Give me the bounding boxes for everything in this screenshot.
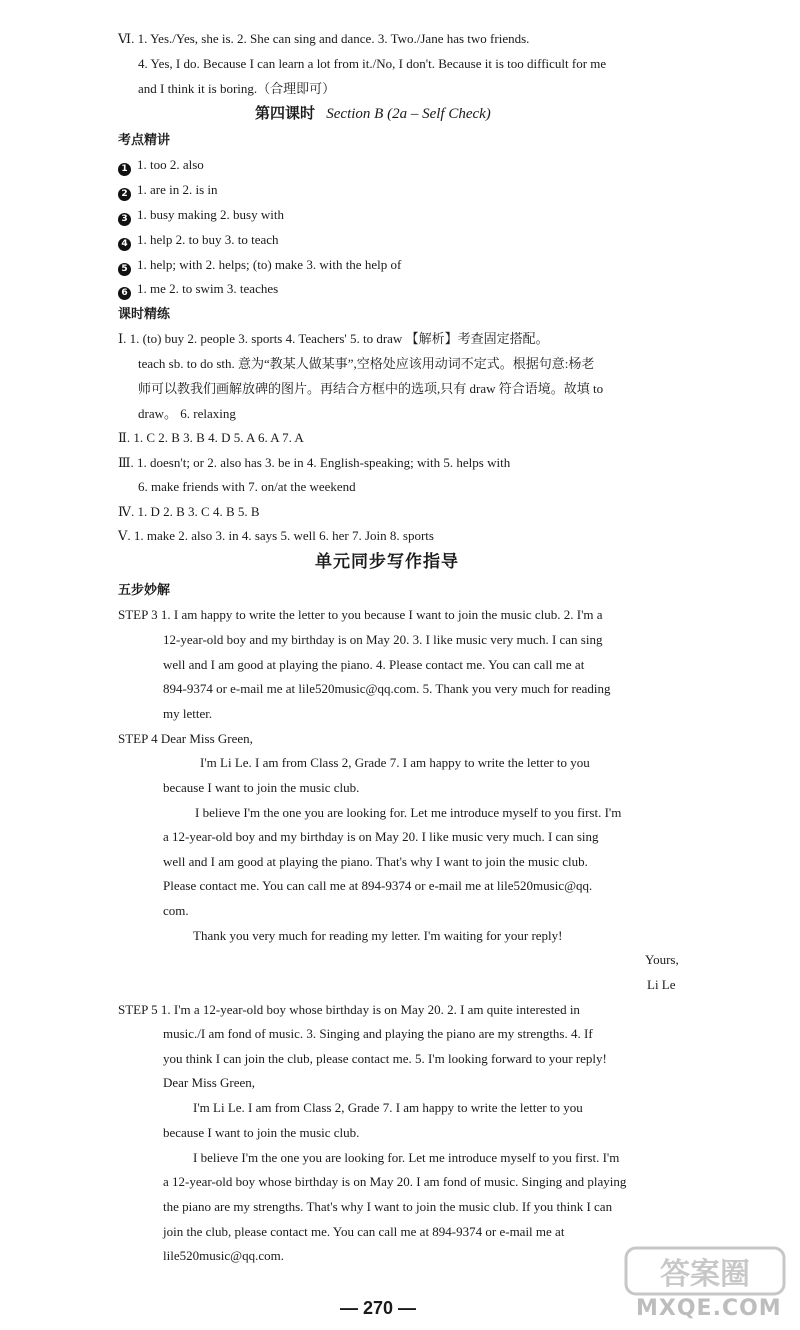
answer-text: Ⅵ. 1. Yes./Yes, she is. 2. She can sing and dance. 3. Two./Jane has two friends.	[118, 31, 530, 46]
answer-line	[118, 454, 510, 472]
section-title-main: 第四课时	[255, 106, 316, 122]
number-circle-icon: 1	[118, 163, 131, 176]
answer-text: and I think it is boring.（合理即可）	[138, 81, 336, 96]
answer-text: 师可以教我们画解放碑的图片。再结合方框中的选项,只有 draw 符合语境。故填 to	[138, 381, 604, 396]
answer-line	[163, 828, 599, 846]
answer-line	[193, 1099, 583, 1117]
answer-text: com.	[163, 903, 189, 918]
answer-line	[163, 656, 584, 674]
page-number: — 270 —	[340, 1298, 417, 1318]
answer-text: 1. too 2. also	[137, 157, 204, 172]
answer-text: the piano are my strengths. That's why I want to join the music club. If you think I can	[163, 1199, 613, 1214]
answer-text: 1. me 2. to swim 3. teaches	[137, 281, 279, 296]
numbered-answer-line	[118, 206, 284, 226]
section-title-sub: Section B (2a – Self Check)	[326, 106, 491, 122]
answer-line	[163, 877, 592, 895]
answer-line	[118, 1001, 580, 1019]
numbered-answer-line	[118, 231, 279, 251]
answer-line	[163, 779, 359, 797]
answer-text: 1. are in 2. is in	[137, 182, 218, 197]
answer-text: STEP 4 Dear Miss Green,	[118, 731, 253, 746]
answer-text: 1. help; with 2. helps; (to) make 3. with the help of	[137, 257, 402, 272]
svg-text:答案圈: 答案圈	[660, 1257, 750, 1292]
answer-line	[163, 1198, 612, 1216]
answer-text: a 12-year-old boy whose birthday is on May 20. I am fond of music. Singing and playing	[163, 1174, 627, 1189]
answer-text: draw。 6. relaxing	[138, 406, 236, 421]
number-circle-icon: 4	[118, 238, 131, 251]
answer-line	[200, 754, 590, 772]
answer-text: 1. busy making 2. busy with	[137, 207, 284, 222]
answer-text: I'm Li Le. I am from Class 2, Grade 7. I am happy to write the letter to you	[200, 755, 590, 770]
heading-five-steps: 五步妙解	[118, 582, 171, 597]
answer-line	[163, 902, 189, 920]
section-title	[255, 105, 491, 123]
answer-line	[118, 503, 260, 521]
answer-line	[163, 1074, 255, 1092]
heading-kaodian: 考点精讲	[118, 132, 171, 147]
answer-line	[118, 606, 603, 624]
answer-text: lile520music@qq.com.	[163, 1248, 285, 1263]
answer-text: a 12-year-old boy and my birthday is on May 20. I like music very much. I can sing	[163, 829, 599, 844]
numbered-answer-line	[118, 181, 218, 201]
answer-text: well and I am good at playing the piano. 4. Please contact me. You can call me at	[163, 657, 585, 672]
answer-line	[163, 1223, 564, 1241]
answer-text: my letter.	[163, 706, 213, 721]
answer-text: because I want to join the music club.	[163, 780, 360, 795]
answer-line	[118, 730, 253, 748]
numbered-answer-line	[118, 256, 401, 276]
answer-line	[645, 951, 679, 969]
answer-line	[163, 1173, 626, 1191]
answer-text: 1. help 2. to buy 3. to teach	[137, 232, 279, 247]
number-circle-icon: 6	[118, 287, 131, 300]
answer-text: Yours,	[645, 952, 679, 967]
answer-line	[118, 527, 434, 545]
answer-line	[138, 80, 335, 98]
answer-line	[138, 478, 356, 496]
answer-line	[163, 1124, 359, 1142]
answer-line	[647, 976, 676, 994]
answer-text: Ⅰ. 1. (to) buy 2. people 3. sports 4. Teachers' 5. to draw 【解析】考查固定搭配。	[118, 331, 549, 346]
answer-text: well and I am good at playing the piano. That's why I want to join the music club.	[163, 854, 588, 869]
answer-line	[138, 55, 606, 73]
answer-text: 6. make friends with 7. on/at the weekend	[138, 479, 356, 494]
answer-text: Ⅴ. 1. make 2. also 3. in 4. says 5. well 6. her 7. Join 8. sports	[118, 528, 434, 543]
answer-line	[138, 380, 603, 398]
answer-line	[118, 429, 304, 447]
answer-line	[193, 1149, 619, 1167]
answer-line	[118, 330, 549, 348]
numbered-answer-line	[118, 280, 278, 300]
answer-text: Ⅳ. 1. D 2. B 3. C 4. B 5. B	[118, 504, 260, 519]
answer-text: Li Le	[647, 977, 676, 992]
heading-writing-guide: 单元同步写作指导	[315, 552, 459, 571]
answer-text: 894-9374 or e-mail me at lile520music@qq.com. 5. Thank you very much for reading	[163, 681, 611, 696]
answer-line	[163, 1025, 593, 1043]
answer-text: 4. Yes, I do. Because I can learn a lot from it./No, I don't. Because it is too difficult for me	[138, 56, 607, 71]
answer-text: music./I am fond of music. 3. Singing and playing the piano are my strengths. 4. If	[163, 1026, 593, 1041]
answer-line	[193, 927, 562, 945]
answer-line	[138, 355, 594, 373]
watermark-text: MXQE.COM	[636, 1296, 782, 1321]
answer-text: 12-year-old boy and my birthday is on May 20. 3. I like music very much. I can sing	[163, 632, 603, 647]
answer-line	[195, 804, 621, 822]
answer-text: because I want to join the music club.	[163, 1125, 360, 1140]
answer-line	[163, 705, 212, 723]
answer-text: Ⅱ. 1. C 2. B 3. B 4. D 5. A 6. A 7. A	[118, 430, 304, 445]
answer-line	[163, 680, 610, 698]
number-circle-icon: 5	[118, 263, 131, 276]
answer-line	[163, 1050, 607, 1068]
answer-text: STEP 3 1. I am happy to write the letter to you because I want to join the music club. 2. I'm a	[118, 607, 603, 622]
answer-text: I believe I'm the one you are looking for. Let me introduce myself to you first. I'm	[193, 1150, 620, 1165]
answer-text: Please contact me. You can call me at 894-9374 or e-mail me at lile520music@qq.	[163, 878, 593, 893]
heading-keshi: 课时精练	[118, 306, 171, 321]
answer-text: STEP 5 1. I'm a 12-year-old boy whose birthday is on May 20. 2. I am quite interested in	[118, 1002, 580, 1017]
answer-text: Ⅲ. 1. doesn't; or 2. also has 3. be in 4. English-speaking; with 5. helps with	[118, 455, 511, 470]
numbered-answer-line	[118, 156, 204, 176]
answer-line	[163, 631, 602, 649]
answer-line	[138, 405, 236, 423]
number-circle-icon: 2	[118, 188, 131, 201]
answer-text: Dear Miss Green,	[163, 1075, 256, 1090]
answer-text: join the club, please contact me. You can call me at 894-9374 or e-mail me at	[163, 1224, 565, 1239]
answer-text: I'm Li Le. I am from Class 2, Grade 7. I am happy to write the letter to you	[193, 1100, 583, 1115]
answer-text: you think I can join the club, please contact me. 5. I'm looking forward to your reply!	[163, 1051, 607, 1066]
answer-line	[118, 30, 529, 48]
answer-text: Thank you very much for reading my letter. I'm waiting for your reply!	[193, 928, 563, 943]
answer-text: I believe I'm the one you are looking for. Let me introduce myself to you first. I'm	[195, 805, 622, 820]
answer-line	[163, 1247, 284, 1265]
number-circle-icon: 3	[118, 213, 131, 226]
answer-line	[163, 853, 588, 871]
answer-text: teach sb. to do sth. 意为“教某人做某事”,空格处应该用动词不定式。根据句意:杨老	[138, 356, 595, 371]
